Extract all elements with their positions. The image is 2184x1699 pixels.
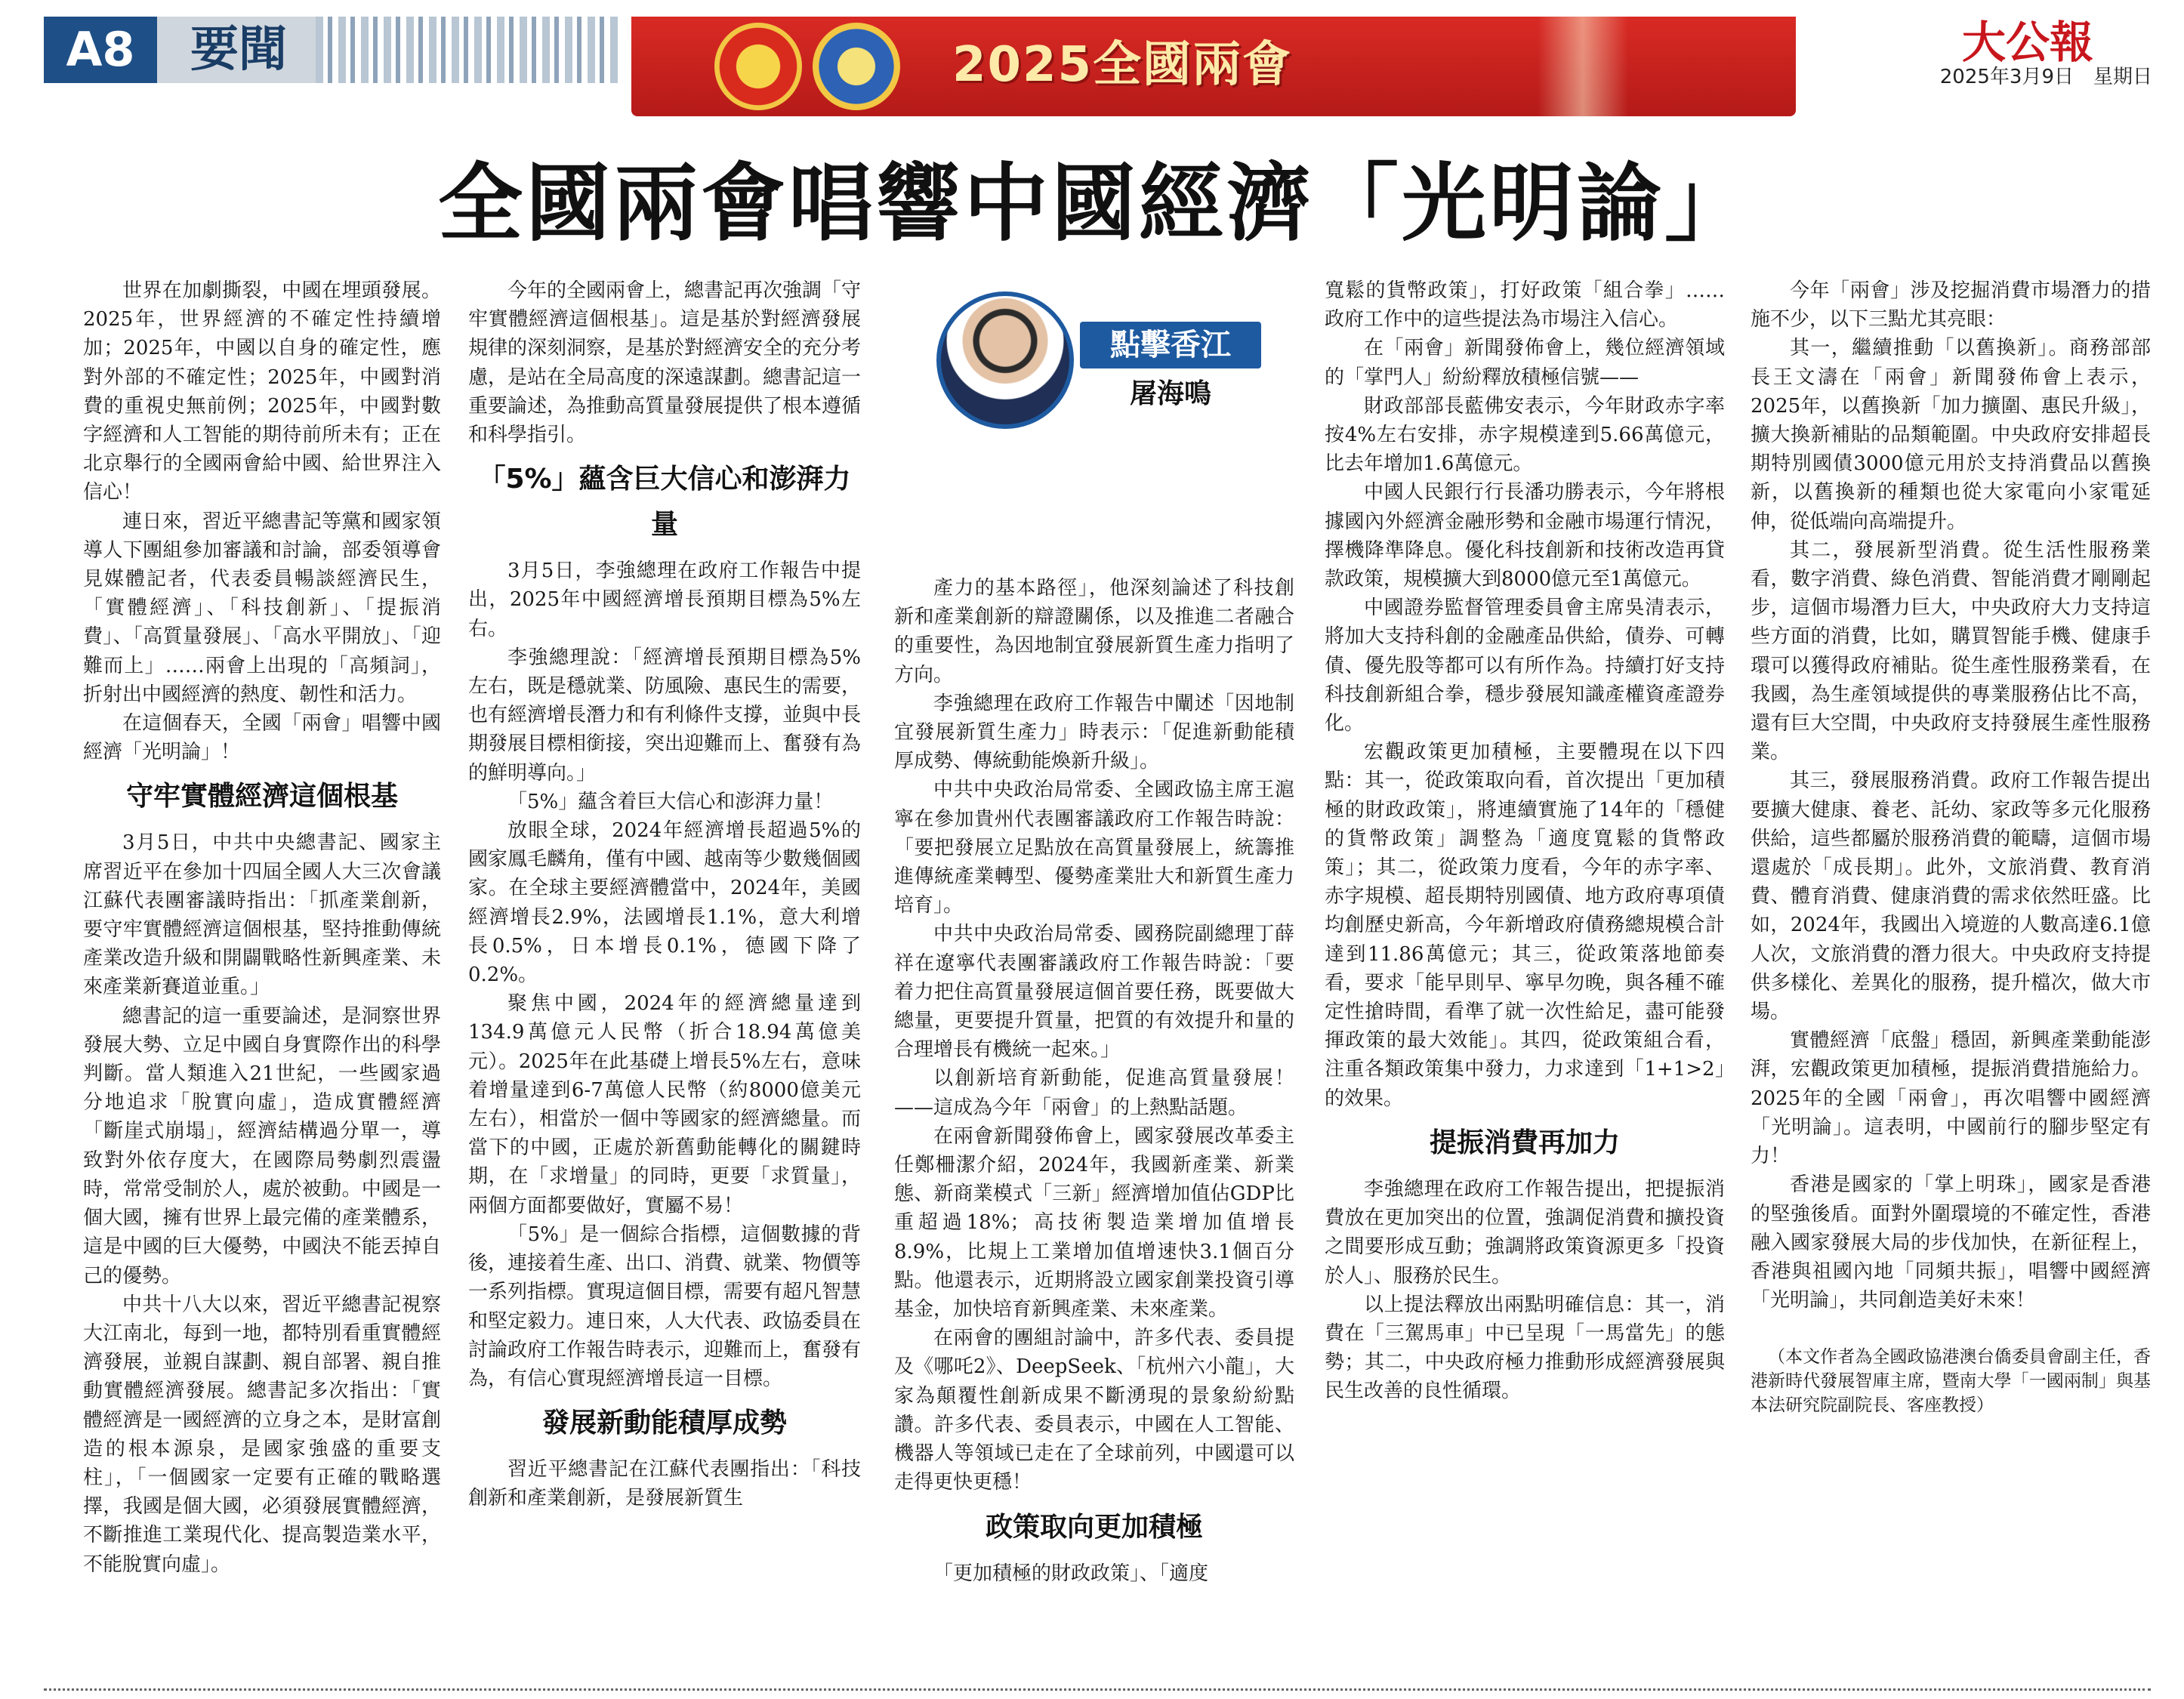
masthead-logo: 大公報: [1961, 17, 2093, 68]
subheading: 守牢實體經濟這個根基: [125, 781, 398, 812]
paragraph: 宏觀政策更加積極，主要體現在以下四點：其一，從政策取向看，首次提出「更加積極的財政政策」，將連續實施了14年的「穩健的貨幣政策」調整為「適度寬鬆的貨幣政策」；其二，從政策力度看，今年的赤字率、赤字規模、超長期特別國債、地方政府專項債均創歷史新高，今年新增政府債務總規模合計達到11.86萬億元；其三，從政策落地節奏看，要求「能早則早、寧早勿晚，與各種不確定性搶時間，看準了就一次性給足，盡可能發揮政策的最大效能」。其四，從政策組合看，注重各類政策集中發力，力求達到「1+1>2」的效果。: [1325, 741, 1725, 1110]
columnist-space: [894, 276, 1294, 574]
paragraph: 聚焦中國，2024年的經濟總量達到134.9萬億元人民幣（折合18.94萬億美元）。2025年在此基礎上增長5%左右，意味着增量達到6-7萬億人民幣（約8000億美元左右），相當於一個中等國家的經濟總量。而當下的中國，正處於新舊動能轉化的關鍵時期，在「求增量」的同時，更要「求質量」，兩個方面都要做好，實屬不易！: [468, 992, 861, 1217]
paragraph: 「更加積極的財政政策」、「適度: [933, 1562, 1209, 1585]
paragraph: 實體經濟「底盤」穩固，新興產業動能澎湃，宏觀政策更加積極，提振消費措施給力。2025年的全國「兩會」，再次唱響中國經濟「光明論」。這表明，中國前行的腳步堅定有力！: [1751, 1029, 2151, 1168]
paragraph: 以上提法釋放出兩點明確信息：其一，消費在「三駕馬車」中已呈現「一馬當先」的態勢；其二，中央政府極力推動形成經濟發展與民生改善的良性循環。: [1325, 1293, 1725, 1403]
column-label: 點擊香江: [1080, 322, 1261, 368]
paragraph: 放眼全球，2024年經濟增長超過5%的國家鳳毛麟角，僅有中國、越南等少數幾個國家。在全球主要經濟體當中，2024年，美國經濟增長2.9%，法國增長1.1%，意大利增長0.5%，日本增長0.1%，德國下降了0.2%。: [468, 819, 861, 987]
subheading: 「5%」蘊含巨大信心和澎湃力量: [478, 464, 851, 541]
paragraph: 在這個春天，全國「兩會」唱響中國經濟「光明論」！: [83, 712, 441, 764]
article-column-3: [894, 276, 1294, 1613]
paragraph: 今年的全國兩會上，總書記再次強調「守牢實體經濟這個根基」。這是基於對經濟發展規律的深刻洞察，是基於對經濟安全的充分考慮，是站在全局高度的深遠謀劃。總書記這一重要論述，為推動高質量發展提供了根本遵循和科學指引。: [468, 279, 861, 447]
page-number: A8: [44, 17, 157, 83]
paragraph: 總書記的這一重要論述，是洞察世界發展大勢、立足中國自身實際作出的科學判斷。當人類進入21世紀，一些國家過分地追求「脫實向虛」，造成實體經濟「斷崖式崩塌」，經濟結構過分單一，導致對外依存度大，在國際局勢劇烈震盪時，常常受制於人，處於被動。中國是一個大國，擁有世界上最完備的產業體系，這是中國的巨大優勢，中國決不能丟掉自己的優勢。: [83, 1004, 441, 1287]
subheading: 提振消費再加力: [1429, 1127, 1620, 1158]
paragraph: 其二，發展新型消費。從生活性服務業看，數字消費、綠色消費、智能消費才剛剛起步，這個市場潛力巨大，中央政府大力支持這些方面的消費，比如，購買智能手機、健康手環可以獲得政府補貼。從生產性服務業看，在我國，為生產領域提供的專業服務佔比不高，還有巨大空間，中央政府支持發展生產性服務業。: [1751, 538, 2151, 764]
paragraph: 以創新培育新動能，促進高質量發展！——這成為今年「兩會」的上熱點話題。: [894, 1067, 1294, 1119]
paragraph: 在兩會的團組討論中，許多代表、委員提及《哪吒2》、DeepSeek、「杭州六小龍」，大家為顛覆性創新成果不斷湧現的景象紛紛點讚。許多代表、委員表示，中國在人工智能、機器人等領域已走在了全球前列，中國還可以走得更快更穩！: [894, 1327, 1294, 1494]
lianghui-banner: [631, 17, 1796, 116]
paragraph: 李強總理在政府工作報告提出，把提振消費放在更加突出的位置，強調促消費和擴投資之間要形成互動；強調將政策資源更多「投資於人」、服務於民生。: [1325, 1177, 1725, 1287]
publication-date: 2025年3月9日 星期日: [1939, 66, 2152, 88]
paragraph: 李強總理在政府工作報告中闡述「因地制宜發展新質生產力」時表示：「促進新動能積厚成勢、傳統動能煥新升級」。: [894, 692, 1294, 773]
paragraph: 其三，發展服務消費。政府工作報告提出要擴大健康、養老、託幼、家政等多元化服務供給，這些都屬於服務消費的範疇，這個市場還處於「成長期」。此外，文旅消費、教育消費、體育消費、健康消費的需求依然旺盛。比如，2024年，我國出入境遊的人數高達6.1億人次，文旅消費的潛力很大。中央政府支持提供多樣化、差異化的服務，提升檔次，做大市場。: [1751, 769, 2151, 1024]
paragraph: 「5%」蘊含着巨大信心和澎湃力量！: [507, 790, 834, 813]
paragraph: 3月5日，李強總理在政府工作報告中提出，2025年中國經濟增長預期目標為5%左右。: [468, 560, 861, 640]
paragraph: 其一，繼續推動「以舊換新」。商務部部長王文濤在「兩會」新聞發佈會上表示，2025年，以舊換新「加力擴圍、惠民升級」，擴大換新補貼的品類範圍。中央政府安排超長期特別國債3000億元用於支持消費品以舊換新，以舊換新的種類也從大家電向小家電延伸，從低端向高端提升。: [1751, 337, 2151, 533]
banner-title: 2025全國兩會: [952, 37, 1293, 93]
paragraph: 在兩會新聞發佈會上，國家發展改革委主任鄭柵潔介紹，2024年，我國新產業、新業態、新商業模式「三新」經濟增加值佔GDP比重超過18%；高技術製造業增加值增長8.9%，比規上工業增加值增速快3.1個百分點。他還表示，近期將設立國家創業投資引導基金，加快培育新興產業、未來產業。: [894, 1124, 1294, 1321]
paragraph: 連日來，習近平總書記等黨和國家領導人下團組參加審議和討論，部委領導會見媒體記者，代表委員暢談經濟民生，「實體經濟」、「科技創新」、「提振消費」、「高質量發展」、「高水平開放」、「迎難而上」……兩會上出現的「高頻詞」，折射出中國經濟的熱度、韌性和活力。: [83, 510, 441, 706]
paragraph: 香港是國家的「掌上明珠」，國家是香港的堅強後盾。面對外圍環境的不確定性，香港融入國家發展大局的步伐加快，在新征程上，香港與祖國內地「同頻共振」，唱響中國經濟「光明論」，共同創造美好未來！: [1751, 1173, 2151, 1312]
paragraph: 財政部部長藍佛安表示，今年財政赤字率按4%左右安排，赤字規模達到5.66萬億元，比去年增加1.6萬億元。: [1325, 394, 1725, 476]
headline: 全國兩會唱響中國經濟「光明論」: [438, 155, 1752, 253]
subheading: 發展新動能積厚成勢: [541, 1408, 787, 1439]
paragraph: 中共中央政治局常委、全國政協主席王滬寧在參加貴州代表團審議政府工作報告時說：「要把發展立足點放在高質量發展上，統籌推進傳統產業轉型、優勢產業壯大和新質生產力培育」。: [894, 779, 1294, 917]
paragraph: 習近平總書記在江蘇代表團指出：「科技創新和產業創新，是發展新質生: [468, 1458, 861, 1510]
article-column-1: [83, 276, 441, 1613]
paragraph: 「5%」是一個綜合指標，這個數據的背後，連接着生產、出口、消費、就業、物價等一系列指標。實現這個目標，需要有超凡智慧和堅定毅力。連日來，人大代表、政協委員在討論政府工作報告時表示，迎難而上，奮發有為，有信心實現經濟增長這一目標。: [468, 1223, 861, 1390]
subheading: 政策取向更加積極: [985, 1511, 1203, 1543]
cppcc-emblem-icon: [813, 23, 900, 110]
paragraph: 李強總理說：「經濟增長預期目標為5%左右，既是穩就業、防風險、惠民生的需要，也有經濟增長潛力和有利條件支撐，並與中長期發展目標相銜接，突出迎難而上、奮發有為的鮮明導向。」: [468, 646, 861, 785]
national-emblem-icon: [714, 23, 802, 110]
header-stripes: [316, 17, 618, 83]
paragraph: 3月5日，中共中央總書記、國家主席習近平在參加十四屆全國人大三次會議江蘇代表團審議時指出：「抓產業創新，要守牢實體經濟這個根基，堅持推動傳統產業改造升級和開闢戰略性新興產業、未來產業新賽道並重。」: [83, 831, 441, 999]
author-name: 屠海鳴: [1129, 378, 1211, 409]
author-note: （本文作者為全國政協港澳台僑委員會副主任，香港新時代發展智庫主席，暨南大學「一國兩制」與基本法研究院副院長、客座教授）: [1751, 1347, 2151, 1416]
paragraph: 產力的基本路徑」，他深刻論述了科技創新和產業創新的辯證關係，以及推進二者融合的重要性，為因地制宜發展新質生產力指明了方向。: [894, 577, 1294, 686]
pillar-icon: [1538, 17, 1628, 116]
paragraph: 今年「兩會」涉及挖掘消費市場潛力的措施不少，以下三點尤其亮眼：: [1751, 279, 2151, 331]
article-column-4: [1325, 276, 1725, 1613]
section-name: 要聞: [190, 22, 287, 78]
article-column-5: [1751, 276, 2151, 1613]
paragraph: 中共十八大以來，習近平總書記視察大江南北，每到一地，都特別看重實體經濟發展，並親自謀劃、親自部署、親自推動實體經濟發展。總書記多次指出：「實體經濟是一國經濟的立身之本，是財富創造的根本源泉，是國家強盛的重要支柱」，「一個國家一定要有正確的戰略選擇，我國是個大國，必須發展實體經濟，不斷推進工業現代化、提高製造業水平，不能脫實向虛」。: [83, 1293, 441, 1576]
paragraph: 中國人民銀行行長潘功勝表示，今年將根據國內外經濟金融形勢和金融市場運行情況，擇機降準降息。優化科技創新和技術改造再貸款政策，規模擴大到8000億元至1萬億元。: [1325, 481, 1725, 591]
paragraph: 中國證券監督管理委員會主席吳清表示，將加大支持科創的金融產品供給，債券、可轉債、優先股等都可以有所作為。持續打好支持科技創新組合拳，穩步發展知識產權資產證券化。: [1325, 597, 1725, 735]
paragraph: 寬鬆的貨幣政策」，打好政策「組合拳」……政府工作中的這些提法為市場注入信心。: [1325, 279, 1725, 331]
paragraph: 在「兩會」新聞發佈會上，幾位經濟領域的「掌門人」紛紛釋放積極信號——: [1325, 337, 1725, 389]
paragraph: 世界在加劇撕裂，中國在埋頭發展。2025年，世界經濟的不確定性持續增加；2025年，中國以自身的確定性，應對外部的不確定性；2025年，中國對消費的重視史無前例；2025年，中國對數字經濟和人工智能的期待前所未有；正在北京舉行的全國兩會給中國、給世界注入信心！: [83, 279, 441, 504]
paragraph: 中共中央政治局常委、國務院副總理丁薛祥在遼寧代表團審議政府工作報告時說：「要着力把住高質量發展這個首要任務，既要做大總量，更要提升質量，把質的有效提升和量的合理增長有機統一起來。」: [894, 923, 1294, 1062]
article-column-2: [468, 276, 861, 1613]
bottom-divider: [44, 1688, 2151, 1691]
